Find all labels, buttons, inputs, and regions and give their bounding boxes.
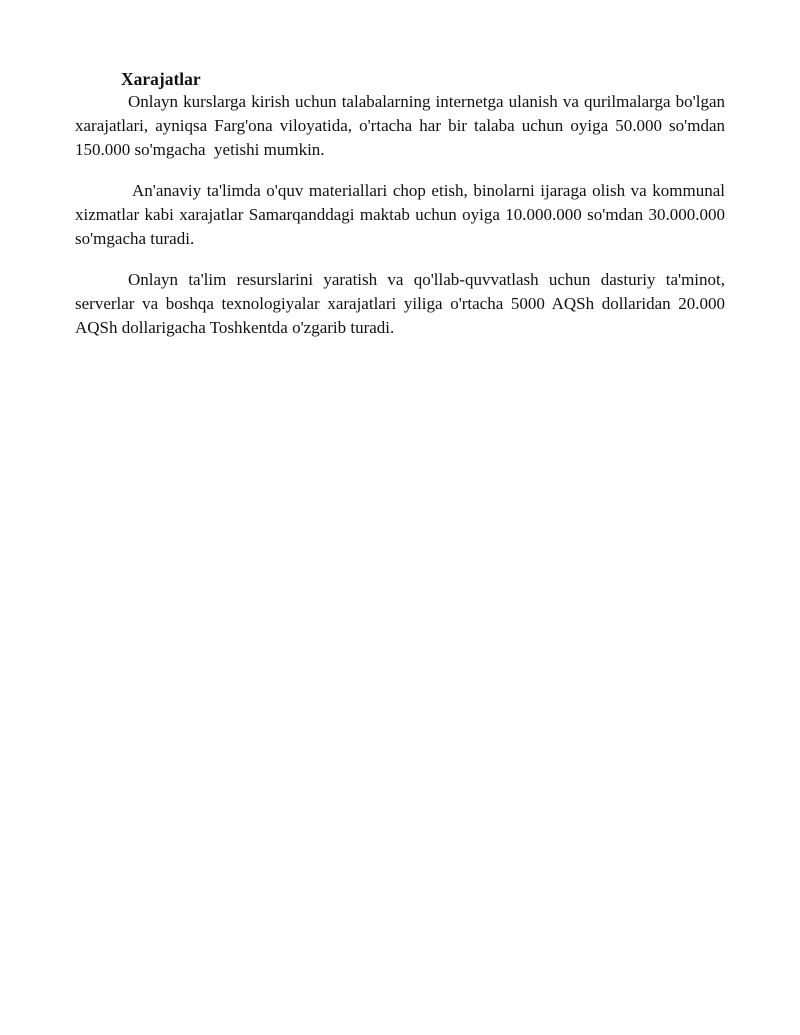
paragraph-traditional-costs: An'anaviy ta'limda o'quv materiallari chop etish, binolarni ijaraga olish va kommunal xizmatlar kabi xarajatlar Samarqanddagi maktab uchun oyiga 10.000.000 so'mdan 30.000.000 so'mgacha turadi. bbox=[75, 181, 730, 248]
paragraph-online-resource-costs: Onlayn ta'lim resurslarini yaratish va qo'llab-quvvatlash uchun dasturiy ta'minot, serverlar va boshqa texnologiyalar xarajatlari yiliga o'rtacha 5000 AQSh dollaridan 20.000 AQSh dollarigacha Toshkentda o'zgarib turadi. bbox=[75, 270, 730, 337]
document-body bbox=[75, 68, 730, 340]
section-heading: Xarajatlar bbox=[121, 69, 201, 89]
paragraph-student-costs: Onlayn kurslarga kirish uchun talabalarning internetga ulanish va qurilmalarga bo'lgan xarajatlari, ayniqsa Farg'ona viloyatida, o'rtacha har bir talaba uchun oyiga 50.000 so'mdan 150.000 so'mgacha yetishi mumkin. bbox=[75, 92, 730, 159]
